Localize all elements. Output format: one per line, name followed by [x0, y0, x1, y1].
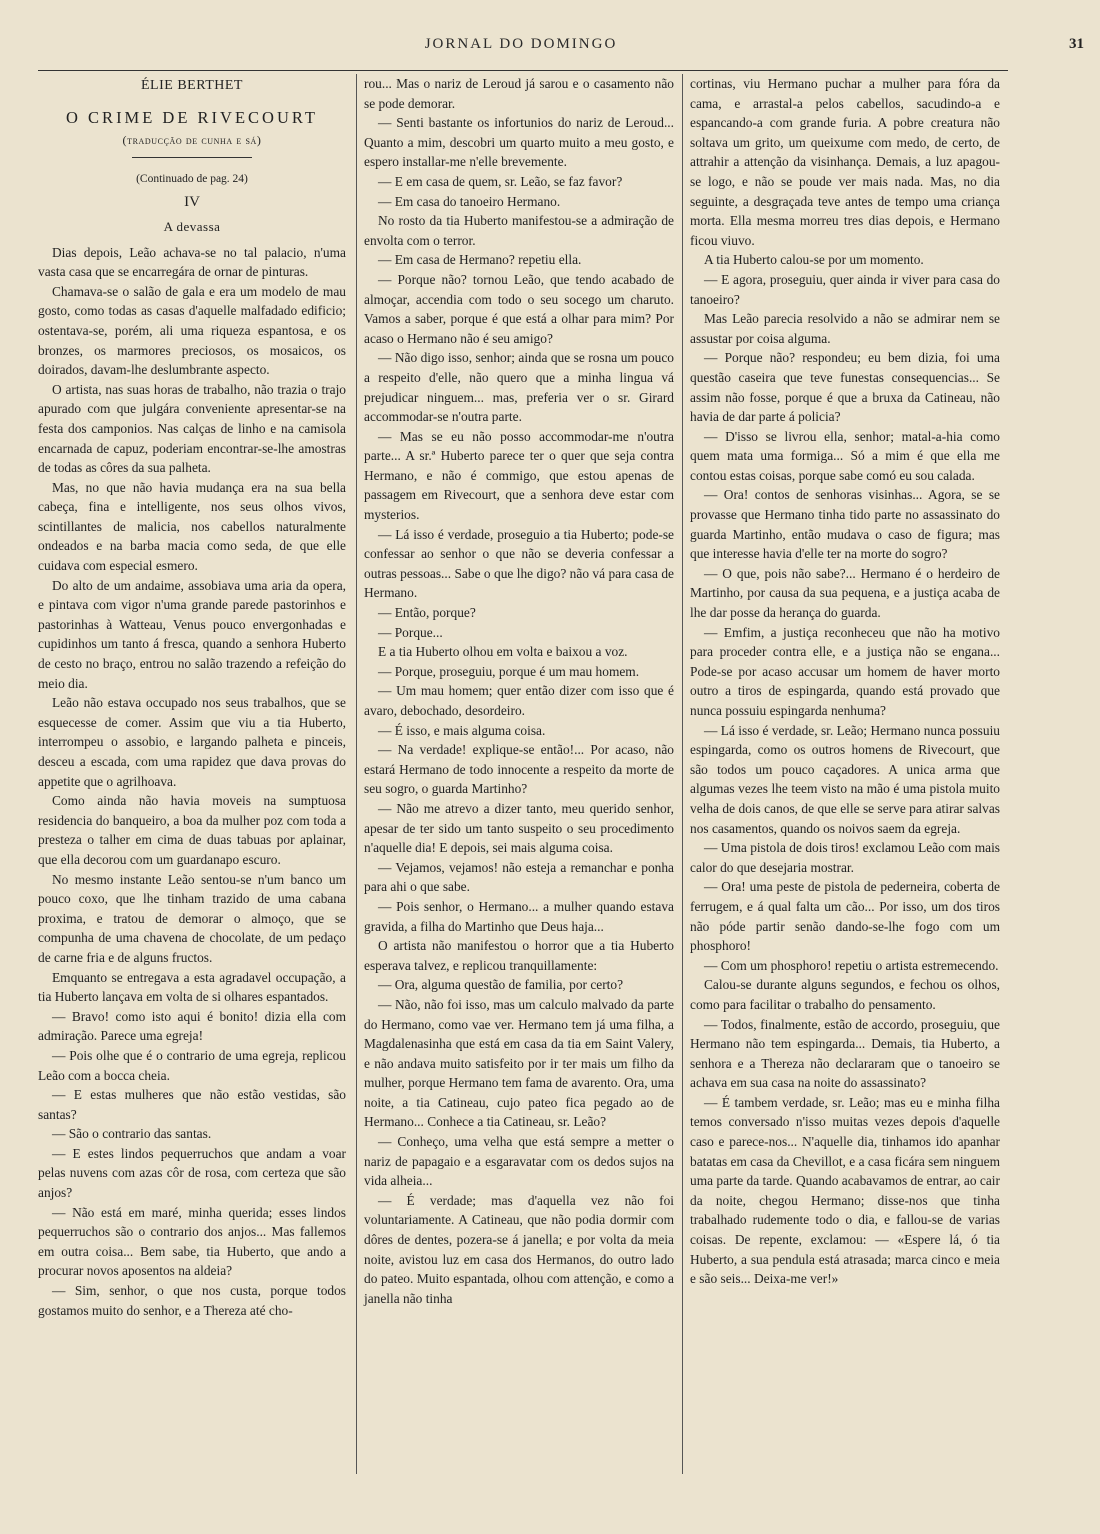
- paragraph: No rosto da tia Huberto manifestou-se a admiração de envolta com o terror.: [364, 213, 674, 248]
- page-number: 31: [1069, 36, 1084, 52]
- paragraph: Calou-se durante alguns segundos, e fechou os olhos, como para facilitar o trabalho do pensamento.: [690, 977, 1000, 1012]
- header-rule: [38, 70, 1008, 71]
- title-rule: [132, 157, 252, 158]
- paragraph: — Não, não foi isso, mas um calculo malvado da parte do Hermano, como vae ver. Hermano tem já uma filha, a Magdalenasinha que está em casa da tia em Saint Valery, e não andava muito satisfeito por ir ter mais um filho da mulher, porque Hermano tem fama de avarento. Ora, uma noite, a tia Catineau, cujo pateo fica pegado ao de Hermano... Conhece a tia Catineau, sr. Leão?: [364, 996, 674, 1130]
- paragraph: — Porque...: [378, 624, 443, 640]
- article-title: O CRIME DE RIVECOURT: [66, 107, 318, 127]
- column-divider: [356, 74, 357, 1474]
- paragraph: — Lá isso é verdade, proseguio a tia Huberto; pode-se confessar ao senhor o que não se deveria confessar a outras pessoas... Sabe o que lhe digo? não vá para casa de Hermano.: [364, 526, 674, 601]
- masthead: JORNAL DO DOMINGO: [424, 36, 618, 52]
- paragraph: — Lá isso é verdade, sr. Leão; Hermano nunca possuiu espingarda, como os outros homens de Rivecourt, que são todos um pouco caçadores. A unica arma que algumas vezes lhe teem visto na mão é uma pistola muito velha de dois canos, de que elle se serve para atirar salvas nos casamentos, quando os noivos saem da egreja.: [690, 722, 1000, 836]
- paragraph: Como ainda não havia moveis na sumptuosa residencia do banqueiro, a boa da mulher poz com toda a presteza o talher em cima de duas tabuas por aplainar, que ella decorou com um guardanapo escuro.: [38, 793, 346, 867]
- paragraph: Mas, no que não havia mudança era na sua bella cabeça, fina e intelligente, nos seus olhos vivos, scintillantes de malicia, nos cabellos naturalmente ondeados e na barba macia como seda, de que elle cuidava com especial esmero.: [38, 479, 346, 574]
- paragraph: — E agora, proseguiu, quer ainda ir viver para casa do tanoeiro?: [690, 271, 1000, 307]
- paragraph: Leão não estava occupado nos seus trabalhos, que se esquecesse de comer. Assim que viu a tia Huberto, interrompeu o assobio, e largando palheta e pinceis, desceu a escada, com uma rapidez que dava provas do appetite que o agrilhoava.: [38, 695, 346, 789]
- paragraph: — Porque não? tornou Leão, que tendo acabado de almoçar, accendia com todo o seu socego um charuto. Vamos a saber, porque é que está a olhar para mim? Por acaso o Hermano não é seu amigo?: [364, 271, 674, 346]
- section-title: A devassa: [163, 218, 221, 234]
- column-divider: [682, 74, 683, 1474]
- paragraph: — Porque não? respondeu; eu bem dizia, foi uma questão caseira que teve funestas consequencias... Se assim não fosse, porque é que a bruxa da Catineau, não havia de dar parte á policia?: [690, 350, 1000, 425]
- paragraph: — É tambem verdade, sr. Leão; mas eu e minha filha temos conversado n'isso muitas vezes depois d'aquelle caso e parece-nos... N'aquelle dia, tinhamos ido apanhar batatas em casa da Chevillot, e a casa ficára sem ninguem uma parte da tarde. Quando acabavamos de entrar, ao cair da noite, chegou Hermano; disse-nos que tinha trabalhado rudemente todo o dia, e fallou-se de varias coisas. De repente, exclamou: — «Espere lá, ó tia Huberto, a sua pendula está atrasada; marca cinco e meia e são seis... Deixa-me ver!»: [690, 1094, 1000, 1287]
- paragraph: — Pois olhe que é o contrario de uma egreja, replicou Leão com a bocca cheia.: [38, 1047, 346, 1083]
- paragraph: — Vejamos, vejamos! não esteja a remanchar e ponha para ahi o que sabe.: [364, 859, 674, 895]
- paragraph: — Sim, senhor, o que nos custa, porque todos gostamos muito do senhor, e a Thereza até cho-: [38, 1283, 346, 1318]
- paragraph: rou... Mas o nariz de Leroud já sarou e o casamento não se pode demorar.: [364, 76, 674, 111]
- paragraph: Chamava-se o salão de gala e era um modelo de mau gosto, como todas as casas d'aquelle malfadado edificio; ostentava-se, porém, ali uma riqueza espantosa, e os bronzes, os marmores preciosos, os mosaicos, os doirados, davam-lhe deslumbrante aspecto.: [38, 283, 346, 378]
- paragraph: A tia Huberto calou-se por um momento.: [704, 252, 924, 268]
- page-header: [38, 36, 1084, 66]
- paragraph: — Não me atrevo a dizer tanto, meu querido senhor, apesar de ter sido um tanto suspeito o seu procedimento n'aquelle dia! E depois, sei mais alguma coisa.: [364, 800, 674, 856]
- paragraph: Mas Leão parecia resolvido a não se admirar nem se assustar por coisa alguma.: [690, 311, 1000, 346]
- paragraph: — Não digo isso, senhor; ainda que se rosna um pouco a respeito d'elle, não quero que a minha lingua vá prejudicar ninguem... mas, preferia ver o sr. Girard accommodar-se n'outra parte.: [364, 350, 674, 425]
- paragraph: — Pois senhor, o Hermano... a mulher quando estava gravida, a filha do Martinho que Deus haja...: [364, 898, 674, 934]
- paragraph: — É verdade; mas d'aquella vez não foi voluntariamente. A Catineau, que não podia dormir com dôres de dentes, pozera-se á janella; e por volta da meia noite, avistou luz em casa dos Hermanos, do outro lado do pateo. Muito espantada, olhou com attenção, e como a janella não tinha: [364, 1192, 674, 1306]
- paragraph: Do alto de um andaime, assobiava uma aria da opera, e pintava com vigor n'uma grande parede pastorinhos e pastorinhas à Watteau, Venus pouco envergonhadas e cupidinhos um tanto á fresca, quando a senhora Huberto de cesto no braço, entrou no salão trazendo a refeição do meio dia.: [38, 577, 346, 691]
- column-2: [364, 74, 674, 1308]
- paragraph: O artista, nas suas horas de trabalho, não trazia o trajo apurado com que julgára conveniente apresentar-se na festa dos camponios. Nas calças de linho e na camisola encarnada de capuz, poderiam encontrar-se-lhe amostras de todas as côres da sua palheta.: [38, 381, 346, 476]
- paragraph: — Conheço, uma velha que está sempre a metter o nariz de papagaio e a esgaravatar com os dedos sujos na vida alheia...: [364, 1134, 674, 1189]
- paragraph: — Em casa de Hermano? repetiu ella.: [378, 252, 582, 268]
- paragraph: E a tia Huberto olhou em volta e baixou a voz.: [378, 644, 628, 660]
- paragraph: — Senti bastante os infortunios do nariz de Leroud... Quanto a mim, descobri um quarto muito a meu gosto, e espero installar-me n'elle brevemente.: [364, 115, 674, 170]
- paragraph: — Mas se eu não posso accommodar-me n'outra parte... A sr.ª Huberto parece ter o quer que seja contra Hermano, e não é commigo, que estou apenas de passagem em Rivecourt, que a senhora deve estar com mysterios.: [364, 428, 674, 523]
- paragraph: Emquanto se entregava a esta agradavel occupação, a tia Huberto lançava em volta de si olhares espantados.: [38, 969, 346, 1005]
- paragraph: — Todos, finalmente, estão de accordo, proseguiu, que Hermano não tem espingarda... Demais, tia Huberto, a senhora e a Thereza não declararam que o tanoeiro se achava em sua casa na noite do assassinato?: [690, 1016, 1000, 1091]
- paragraph: — E em casa de quem, sr. Leão, se faz favor?: [378, 173, 623, 189]
- paragraph: — Emfim, a justiça reconheceu que não ha motivo para proceder contra elle, e a justiça não se engana... Pode-se por acaso accusar um homem de haver morto outro a tiros de espingarda, quando está provado que nunca possuiu espingarda nenhuma?: [690, 624, 1000, 718]
- chapter-number: IV: [184, 194, 200, 211]
- paragraph: — São o contrario das santas.: [52, 1126, 212, 1142]
- paragraph: — E estes lindos pequerruchos que andam a voar pelas nuvens com azas côr de rosa, com certeza que são anjos?: [38, 1145, 346, 1201]
- column-2-body: [364, 74, 674, 1308]
- paragraph: — Ora, alguma questão de familia, por certo?: [378, 977, 624, 993]
- article-translator: (traducção de cunha e sá): [122, 133, 262, 148]
- column-3-body: [690, 74, 1000, 1289]
- paragraph: O artista não manifestou o horror que a tia Huberto esperava talvez, e replicou tranquillamente:: [364, 938, 674, 973]
- column-1-body: [38, 243, 346, 1321]
- article-author: ÉLIE BERTHET: [141, 78, 243, 93]
- column-3: [690, 74, 1000, 1289]
- paragraph: — Na verdade! explique-se então!... Por acaso, não estará Hermano de todo innocente a respeito da morte de seu sogro, o guarda Martinho?: [364, 742, 674, 797]
- paragraph: Dias depois, Leão achava-se no tal palacio, n'uma vasta casa que se encarregára de ornar de pinturas.: [38, 244, 346, 280]
- paragraph: — Bravo! como isto aqui é bonito! dizia ella com admiração. Parece uma egreja!: [38, 1008, 346, 1044]
- paragraph: — E estas mulheres que não estão vestidas, são santas?: [38, 1087, 346, 1122]
- paragraph: — É isso, e mais alguma coisa.: [378, 722, 546, 738]
- paragraph: — Porque, proseguiu, porque é um mau homem.: [378, 663, 640, 679]
- paragraph: — Então, porque?: [378, 605, 476, 621]
- paragraph: — Com um phosphoro! repetiu o artista estremecendo.: [704, 957, 999, 973]
- continued-note: (Continuado de pag. 24): [136, 172, 248, 185]
- paragraph: — D'isso se livrou ella, senhor; matal-a-hia como quem mata uma formiga... Só a mim é que ella me contou estas coisas, porque sabe comó eu sou calada.: [690, 428, 1000, 483]
- paragraph: cortinas, viu Hermano puchar a mulher para fóra da cama, e arrastal-a pelos cabellos, sacudindo-a e espancando-a com grande furia. A pobre creatura não soltava um grito, um queixume com medo, de certo, de attrahir a attenção da visinhança. Demais, a luz apagou-se logo, e não se poude ver mais nada. Mas, no dia seguinte, a desgraçada teve antes de tempo uma criança morta. Ella mesma morreu tres dias depois, e Hermano ficou viuvo.: [690, 76, 1000, 248]
- paragraph: — Uma pistola de dois tiros! exclamou Leão com mais calor do que desejaria mostrar.: [690, 840, 1000, 875]
- paragraph: — O que, pois não sabe?... Hermano é o herdeiro de Martinho, por causa da sua pequena, e a justiça acaba de lhe dar posse da herança do guarda.: [690, 565, 1000, 621]
- column-1: [38, 74, 346, 1320]
- paragraph: — Ora! contos de senhoras visinhas... Agora, se se provasse que Hermano tinha tido parte no assassinato do guarda Martinho, então mudava o caso de figura; mas que interesse havia d'elle ter na morte do sogro?: [690, 487, 1000, 562]
- paragraph: — Um mau homem; quer então dizer com isso que é avaro, debochado, desordeiro.: [364, 683, 674, 718]
- paragraph: — Não está em maré, minha querida; esses lindos pequerruchos são o contrario dos anjos... Mas fallemos em outra coisa... Bem sabe, tia Huberto, que ando a procurar novos aposentos na aldeia?: [38, 1204, 346, 1279]
- paragraph: — Em casa do tanoeiro Hermano.: [378, 193, 561, 209]
- paragraph: No mesmo instante Leão sentou-se n'um banco um pouco coxo, que lhe tinham trazido de uma cabana proxima, e tratou de demorar o almoço, que se compunha de uma chavena de chocolate, de um pedaço de carne fria e de alguns fructos.: [38, 871, 346, 965]
- paragraph: — Ora! uma peste de pistola de pederneira, coberta de ferrugem, e á qual falta um cão... Por isso, um dos tiros não póde partir senão dando-se-lhe fogo com um phosphoro!: [690, 879, 1000, 954]
